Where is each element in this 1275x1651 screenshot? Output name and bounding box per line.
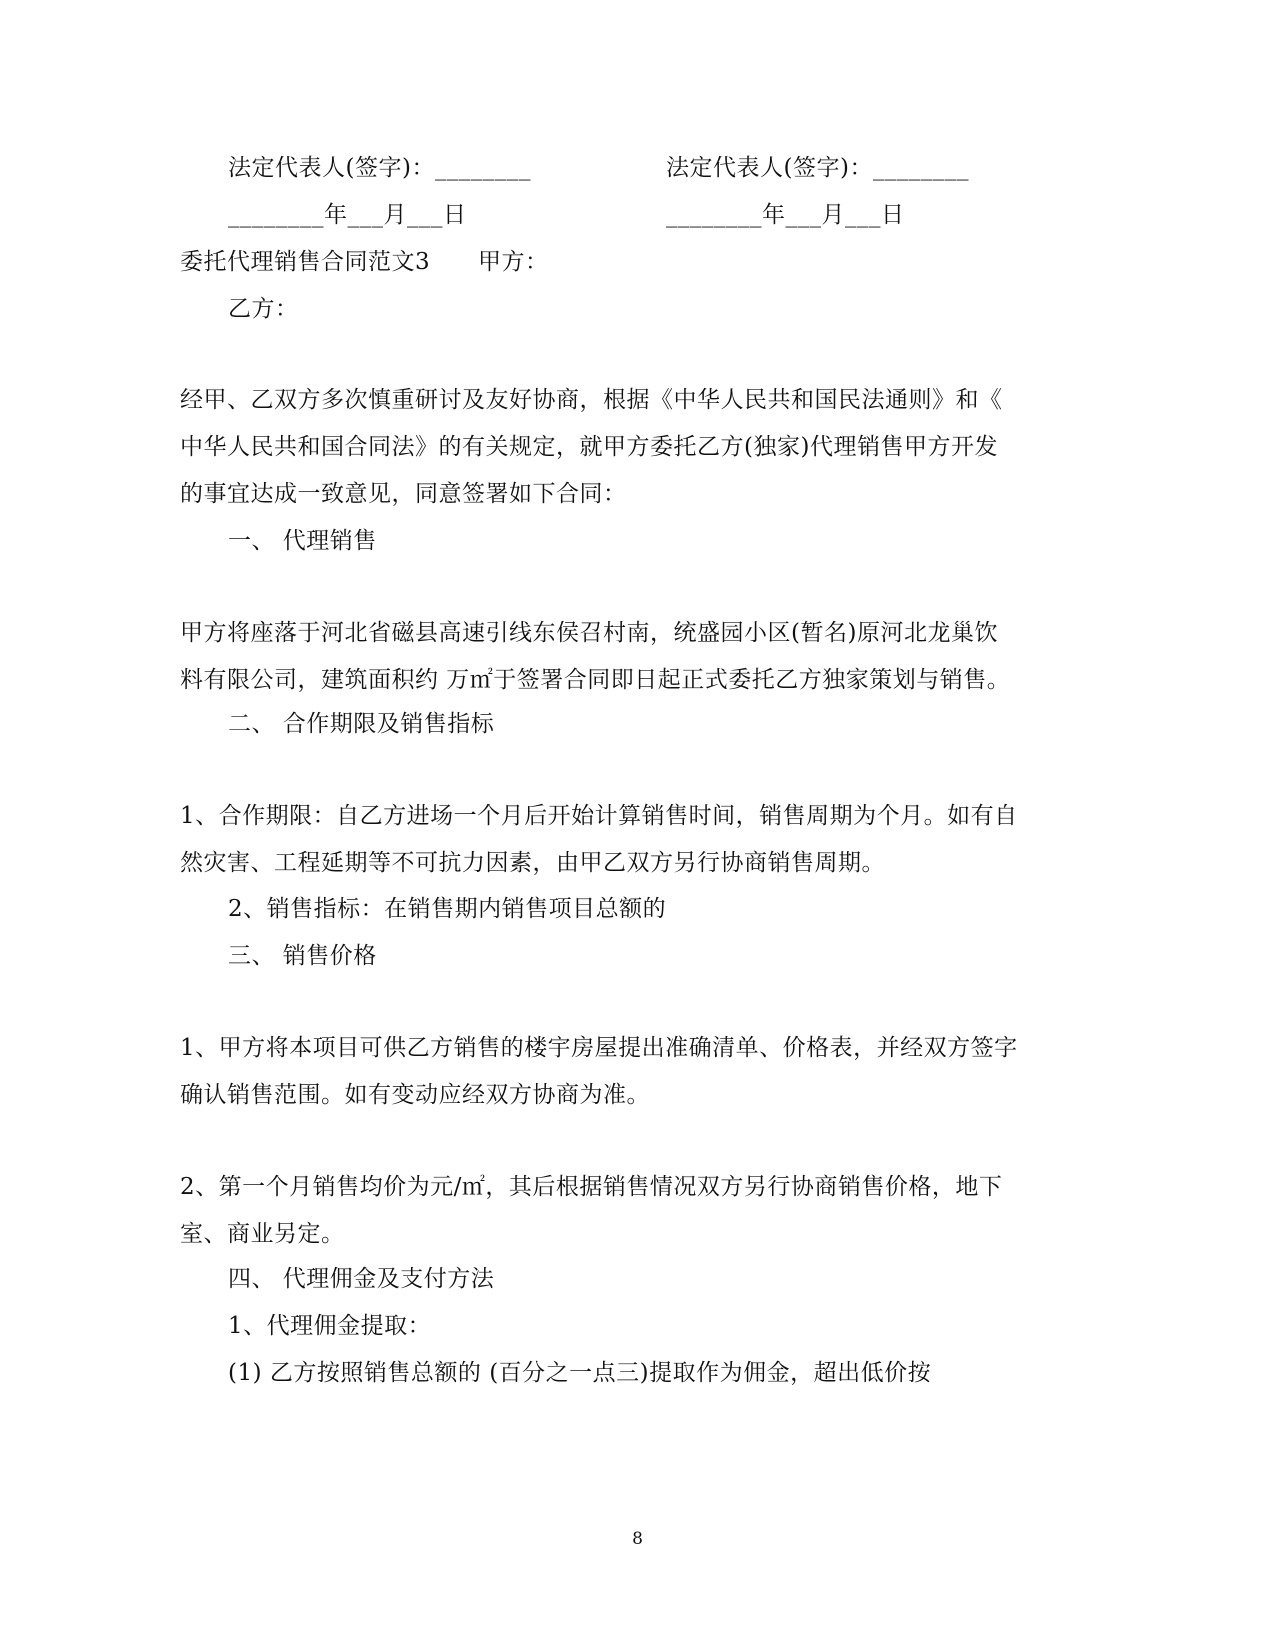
left-signature-date: ________年___月___日 xyxy=(228,202,467,228)
party-b-label: 乙方： xyxy=(228,296,299,322)
section-paragraph-line: 料有限公司，建筑面积约 万㎡于签署合同即日起正式委托乙方独家策划与销售。 xyxy=(180,667,1011,693)
section-paragraph-line: 然灾害、工程延期等不可抗力因素，由甲乙双方另行协商销售周期。 xyxy=(180,850,885,876)
section-paragraph-line: 室、商业另定。 xyxy=(180,1221,345,1247)
section-item: 1、代理佣金提取： xyxy=(228,1313,432,1339)
intro-line: 中华人民共和国合同法》的有关规定，就甲方委托乙方(独家)代理销售甲方开发 xyxy=(180,434,998,460)
right-representative-signature: 法定代表人(签字)：________ xyxy=(666,155,969,181)
section-paragraph-line: 1、甲方将本项目可供乙方销售的楼宇房屋提出准确清单、价格表，并经双方签字 xyxy=(180,1035,1018,1061)
contract-title: 委托代理销售合同范文3 xyxy=(180,249,431,275)
page-number: 8 xyxy=(632,1529,643,1549)
party-a-label: 甲方： xyxy=(478,249,549,275)
section-item: 2、销售指标：在销售期内销售项目总额的 xyxy=(228,896,667,922)
intro-line: 的事宜达成一致意见，同意签署如下合同： xyxy=(180,481,627,507)
section-heading: 四、 代理佣金及支付方法 xyxy=(228,1266,495,1292)
right-signature-date: ________年___月___日 xyxy=(666,202,905,228)
intro-line: 经甲、乙双方多次慎重研讨及友好协商，根据《中华人民共和国民法通则》和《 xyxy=(180,387,1003,413)
section-paragraph-line: 甲方将座落于河北省磁县高速引线东侯召村南，统盛园小区(暂名)原河北龙巢饮 xyxy=(180,620,998,646)
section-sub-item: (1) 乙方按照销售总额的 (百分之一点三)提取作为佣金，超出低价按 xyxy=(228,1360,932,1386)
section-paragraph-line: 2、第一个月销售均价为元/㎡，其后根据销售情况双方另行协商销售价格，地下 xyxy=(180,1174,1003,1200)
left-representative-signature: 法定代表人(签字)：________ xyxy=(228,155,531,181)
section-paragraph-line: 1、合作期限：自乙方进场一个月后开始计算销售时间，销售周期为个月。如有自 xyxy=(180,803,1018,829)
section-heading: 一、 代理销售 xyxy=(228,528,377,554)
section-heading: 二、 合作期限及销售指标 xyxy=(228,711,495,737)
section-paragraph-line: 确认销售范围。如有变动应经双方协商为准。 xyxy=(180,1082,650,1108)
section-heading: 三、 销售价格 xyxy=(228,943,377,969)
